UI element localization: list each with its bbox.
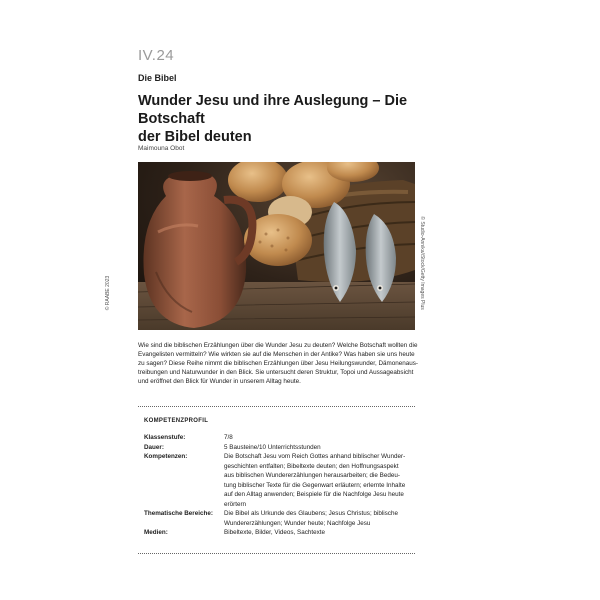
profile-row xyxy=(144,452,414,462)
profile-label: Kompetenzen: xyxy=(144,453,188,460)
page-title xyxy=(138,92,438,146)
profile-label xyxy=(144,481,224,491)
profile-row xyxy=(144,471,414,481)
profile-row xyxy=(144,509,414,519)
profile-label: Medien: xyxy=(144,529,168,536)
profile-label xyxy=(144,519,224,529)
title-line: der Bibel deuten xyxy=(138,129,252,145)
intro-line: zu sagen? Diese Reihe nimmt die biblischen Erzählungen über Jesu Heilungswunder, Dämonenaus- xyxy=(138,360,419,367)
profile-row xyxy=(144,462,414,472)
profile-value: Wundererzählungen; Wunder heute; Nachfolge Jesu xyxy=(224,519,371,527)
issue-number: IV.24 xyxy=(138,47,175,64)
profile-value: 7/8 xyxy=(224,434,233,441)
profile-row xyxy=(144,443,414,453)
intro-line: treibungen und Naturwunder in den Blick. Sie untersucht deren Struktur, Topoi und Aussageabsicht xyxy=(138,369,414,376)
profile-row xyxy=(144,519,414,529)
profile-row xyxy=(144,528,414,538)
category-label: Die Bibel xyxy=(138,73,177,83)
profile-value: geschichten entfalten; Bibeltexte deuten; den Hoffnungsaspekt xyxy=(224,462,399,470)
profile-row xyxy=(144,433,414,443)
profile-label: Klassenstufe: xyxy=(144,434,186,441)
profile-value: 5 Bausteine/10 Unterrichtsstunden xyxy=(224,443,321,451)
profile-label: Thematische Bereiche: xyxy=(144,510,213,517)
section-divider xyxy=(138,553,415,554)
title-line: Wunder Jesu und ihre Auslegung – Die Botschaft xyxy=(138,93,408,127)
profile-value: Bibeltexte, Bilder, Videos, Sachtexte xyxy=(224,529,326,536)
profile-label xyxy=(144,471,224,481)
profile-row xyxy=(144,490,414,500)
bread-fish-jug-illustration xyxy=(138,162,415,330)
section-divider xyxy=(138,406,415,407)
photo-credit: © Studio-Annika/iStock/Getty Images Plus xyxy=(419,216,425,310)
profile-row xyxy=(144,481,414,491)
profile-label xyxy=(144,490,224,500)
profile-value: Die Botschaft Jesu vom Reich Gottes anhand biblischer Wunder- xyxy=(224,453,406,460)
profile-label xyxy=(144,500,224,510)
profile-value: aus biblischen Wundererzählungen herausarbeiten; die Bedeu- xyxy=(224,472,400,479)
intro-line: Wie sind die biblischen Erzählungen über die Wunder Jesu zu deuten? Welche Botschaft wollten die xyxy=(138,342,418,349)
profile-label xyxy=(144,462,224,472)
profile-row xyxy=(144,500,414,510)
profile-value: tung biblischer Texte für die Gegenwart erläutern; erlernte Inhalte xyxy=(224,481,406,489)
intro-line: und eröffnet den Blick für Wunder in unserem Alltag heute. xyxy=(138,378,301,385)
competence-profile xyxy=(144,433,414,538)
profile-label: Dauer: xyxy=(144,443,164,451)
copyright-notice: © RAABE 2023 xyxy=(105,275,111,311)
author-name: Maimouna Obot xyxy=(138,145,185,152)
cover-photo xyxy=(138,162,415,330)
profile-value: auf den Alltag anwenden; Beispiele für die Nachfolge Jesu heute xyxy=(224,491,404,498)
profile-value: erörtern xyxy=(224,500,247,508)
profile-value: Die Bibel als Urkunde des Glaubens; Jesus Christus; biblische xyxy=(224,510,398,517)
intro-paragraph xyxy=(138,341,420,386)
profile-heading: KOMPETENZPROFIL xyxy=(144,418,209,424)
intro-line: Evangelisten vermitteln? Wie wirkten sie auf die Menschen in der Antike? Was haben sie uns heute xyxy=(138,351,415,358)
